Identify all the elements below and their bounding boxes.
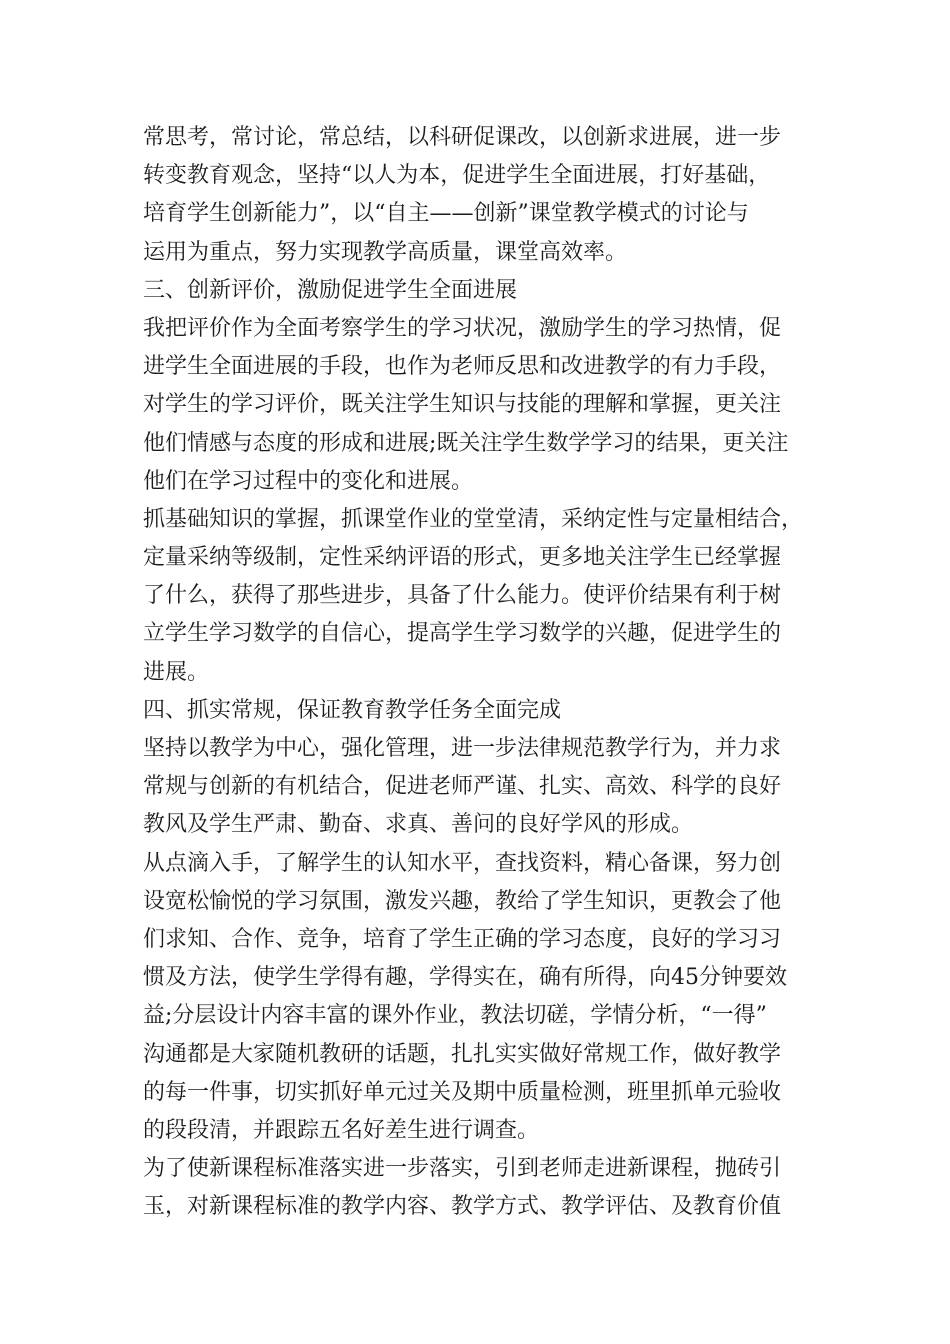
text-line: 转变教育观念，坚持“以人为本，促进学生全面进展，打好基础， [143,163,771,189]
text-line: 们求知、合作、竞争，培育了学生正确的学习态度，良好的学习习 [143,926,782,952]
text-line: 的段段清，并跟踪五名好差生进行调查。 [143,1117,540,1143]
text-line: 惯及方法，使学生学得有趣，学得实在，确有所得，向45分钟要效 [143,965,787,991]
text-line: 他们情感与态度的形成和进展;既关注学生数学学习的结果，更关注 [143,430,789,456]
text-line: 益;分层设计内容丰富的课外作业，教法切磋，学情分析，“一得” [143,1003,767,1029]
text-line: 我把评价作为全面考察学生的学习状况，激励学生的学习热情，促 [143,315,782,341]
text-line: 定量采纳等级制，定性采纳评语的形式，更多地关注学生已经掌握 [143,545,782,571]
text-line: 教风及学生严肃、勤奋、求真、善问的良好学风的形成。 [143,812,694,838]
text-line: 的每一件事，切实抓好单元过关及期中质量检测，班里抓单元验收 [143,1079,782,1105]
text-line: 常规与创新的有机结合，促进老师严谨、扎实、高效、科学的良好 [143,774,782,800]
text-line: 立学生学习数学的自信心，提高学生学习数学的兴趣，促进学生的 [143,621,782,647]
section-heading: 四、抓实常规，保证教育教学任务全面完成 [143,697,562,723]
text-line: 为了使新课程标准落实进一步落实，引到老师走进新课程，抛砖引 [143,1156,782,1182]
text-line: 坚持以教学为中心，强化管理，进一步法律规范教学行为，并力求 [143,736,782,761]
text-line: 进学生全面进展的手段，也作为老师反思和改进教学的有力手段， [143,354,782,380]
text-line: 玉，对新课程标准的教学内容、教学方式、教学评估、及教育价值 [143,1194,782,1220]
text-line: 对学生的学习评价，既关注学生知识与技能的理解和掌握，更关注 [143,392,782,418]
section-heading: 三、创新评价，激励促进学生全面进展 [143,277,518,303]
text-line: 沟通都是大家随机教研的话题，扎扎实实做好常规工作，做好教学 [143,1041,782,1067]
text-line: 常思考，常讨论，常总结，以科研促课改，以创新求进展，进一步 [143,125,782,150]
text-line: 运用为重点，努力实现教学高质量，课堂高效率。 [143,239,628,265]
text-line: 了什么，获得了那些进步，具备了什么能力。使评价结果有利于树 [143,583,782,609]
text-line: 进展。 [143,659,210,685]
text-line: 从点滴入手，了解学生的认知水平，查找资料，精心备课，努力创 [143,850,782,876]
text-line: 培育学生创新能力”，以“自主——创新”课堂教学模式的讨论与 [143,201,749,227]
text-line: 设宽松愉悦的学习氛围，激发兴趣，教给了学生知识，更教会了他 [143,888,782,914]
text-line: 他们在学习过程中的变化和进展。 [143,468,474,494]
document-body [143,119,833,1226]
text-line: 抓基础知识的掌握，抓课堂作业的堂堂清，采纳定性与定量相结合， [143,506,804,532]
